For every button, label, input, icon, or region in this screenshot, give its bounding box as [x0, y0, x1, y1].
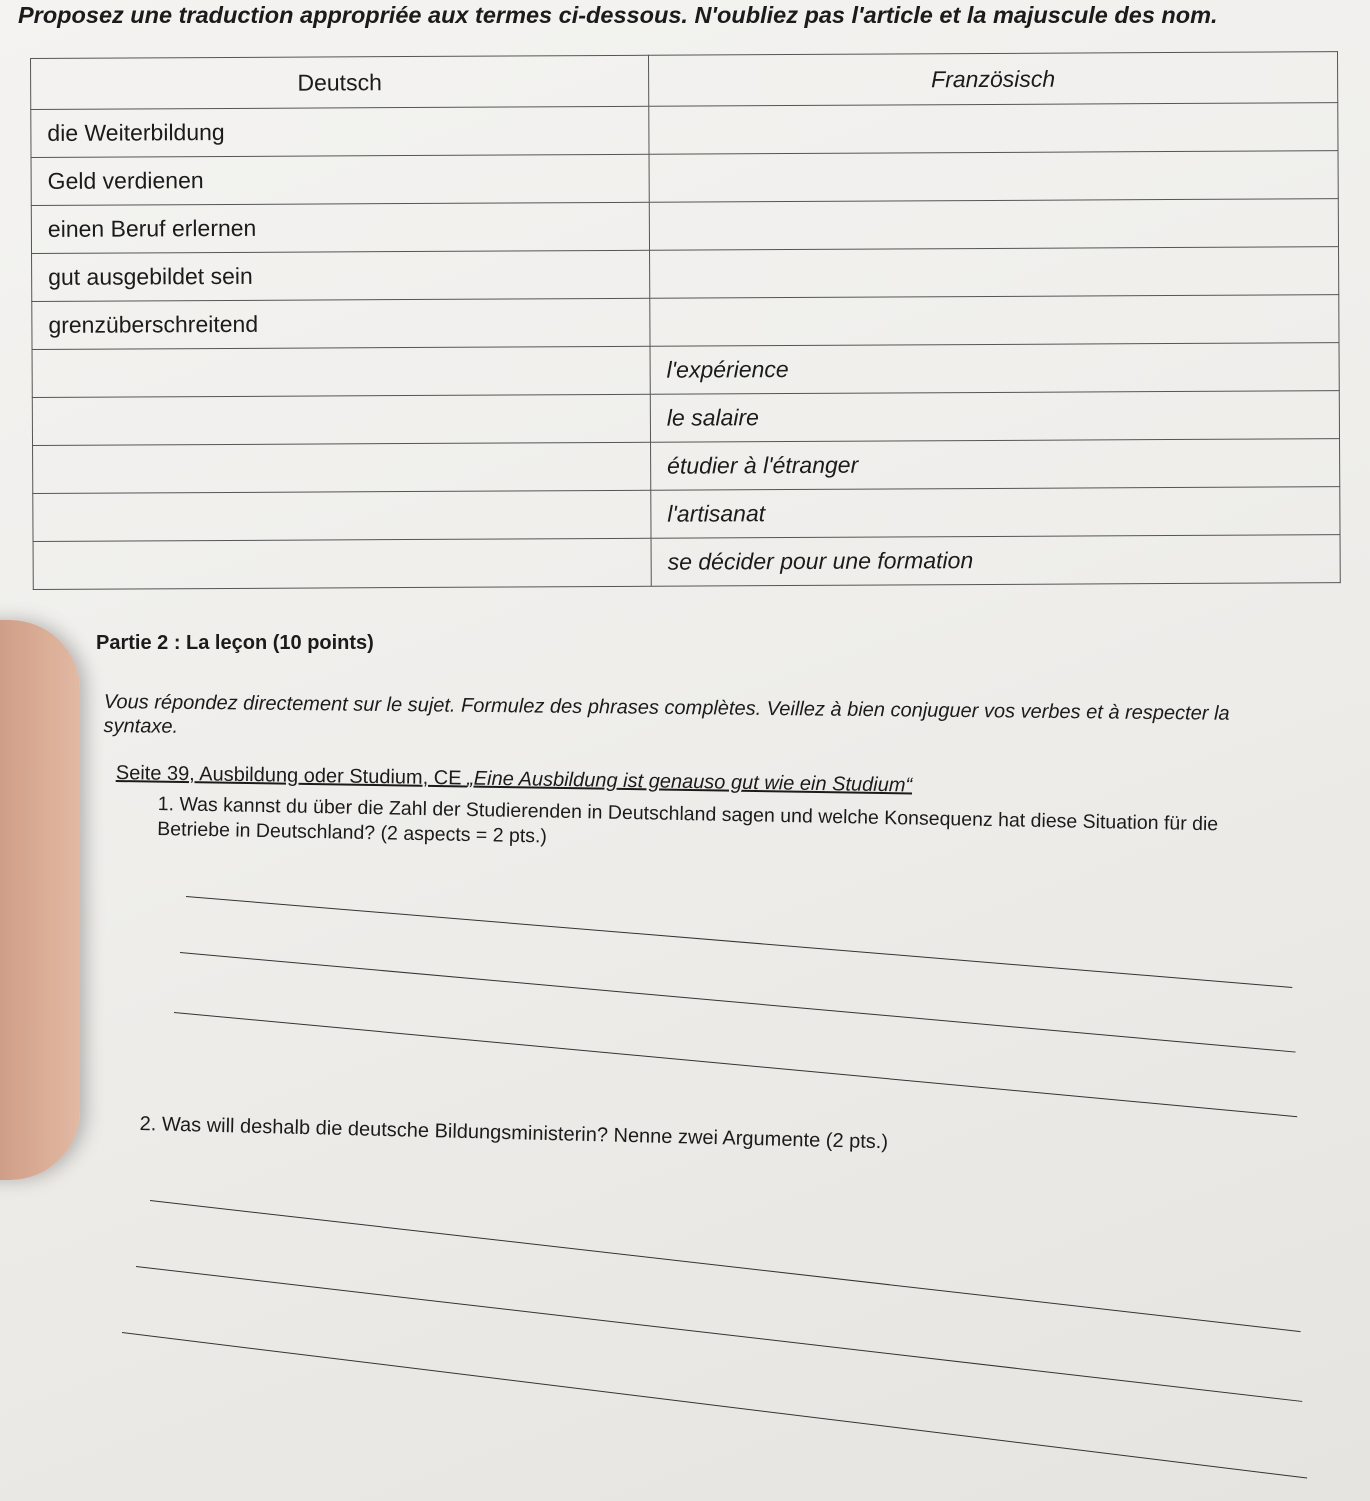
cell-franzoesisch[interactable] — [650, 295, 1339, 347]
cell-deutsch[interactable] — [32, 346, 650, 397]
question-number: 2. — [139, 1112, 157, 1136]
question-text: Was will deshalb die deutsche Bildungsministerin? Nenne zwei Argumente (2 pts.) — [161, 1113, 889, 1154]
table-row — [33, 487, 1340, 542]
cell-franzoesisch[interactable] — [649, 199, 1338, 251]
header-franzoesisch: Französisch — [648, 52, 1337, 107]
thumb — [0, 620, 80, 1180]
question-text: Was kannst du über die Zahl der Studierenden in Deutschland sagen und welche Konsequenz hat diese Situation für die Betriebe in Deutschland? (2 aspects = 2 pts.) — [157, 793, 1219, 848]
cell-franzoesisch[interactable]: l'artisanat — [651, 487, 1340, 539]
cell-deutsch[interactable]: einen Beruf erlernen — [31, 202, 649, 253]
section-title: Partie 2 : La leçon (10 points) — [96, 632, 374, 654]
cell-deutsch[interactable]: gut ausgebildet sein — [32, 250, 650, 301]
vocabulary-table — [30, 51, 1341, 590]
cell-deutsch[interactable] — [33, 538, 651, 589]
table-row — [33, 439, 1340, 494]
cell-deutsch[interactable] — [33, 490, 651, 541]
table-row — [32, 391, 1339, 446]
cell-deutsch[interactable] — [32, 394, 650, 445]
source-title: „Eine Ausbildung ist genauso gut wie ein Studium“ — [466, 767, 913, 797]
cell-deutsch[interactable] — [33, 442, 651, 493]
table-row — [32, 295, 1339, 350]
consigne-text: Vous répondez directement sur le sujet. Formulez des phrases complètes. Veillez à bien conjuguer vos verbes et à respecter la syntaxe. — [103, 690, 1230, 738]
table-row — [33, 535, 1340, 590]
cell-franzoesisch[interactable] — [649, 151, 1338, 203]
instruction-text: Proposez une traduction appropriée aux termes ci-dessous. N'oubliez pas l'article et la majuscule des nom. — [18, 2, 1218, 28]
cell-deutsch[interactable]: grenzüberschreitend — [32, 298, 650, 349]
cell-franzoesisch[interactable]: se décider pour une formation — [651, 535, 1340, 587]
table-row — [32, 247, 1339, 302]
cell-franzoesisch[interactable]: le salaire — [650, 391, 1339, 443]
header-deutsch: Deutsch — [31, 55, 649, 109]
table-row — [31, 151, 1338, 206]
table-header-row — [31, 52, 1338, 110]
cell-franzoesisch[interactable]: étudier à l'étranger — [651, 439, 1340, 491]
cell-deutsch[interactable]: Geld verdienen — [31, 154, 649, 205]
source-prefix: Seite 39, Ausbildung oder Studium, CE — [115, 762, 468, 790]
cell-franzoesisch[interactable] — [650, 247, 1339, 299]
table-row — [31, 199, 1338, 254]
cell-franzoesisch[interactable] — [649, 103, 1338, 155]
question-number: 1. — [157, 792, 175, 816]
table-row — [32, 343, 1339, 398]
cell-deutsch[interactable]: die Weiterbildung — [31, 106, 649, 157]
cell-franzoesisch[interactable]: l'expérience — [650, 343, 1339, 395]
table-row — [31, 103, 1338, 158]
